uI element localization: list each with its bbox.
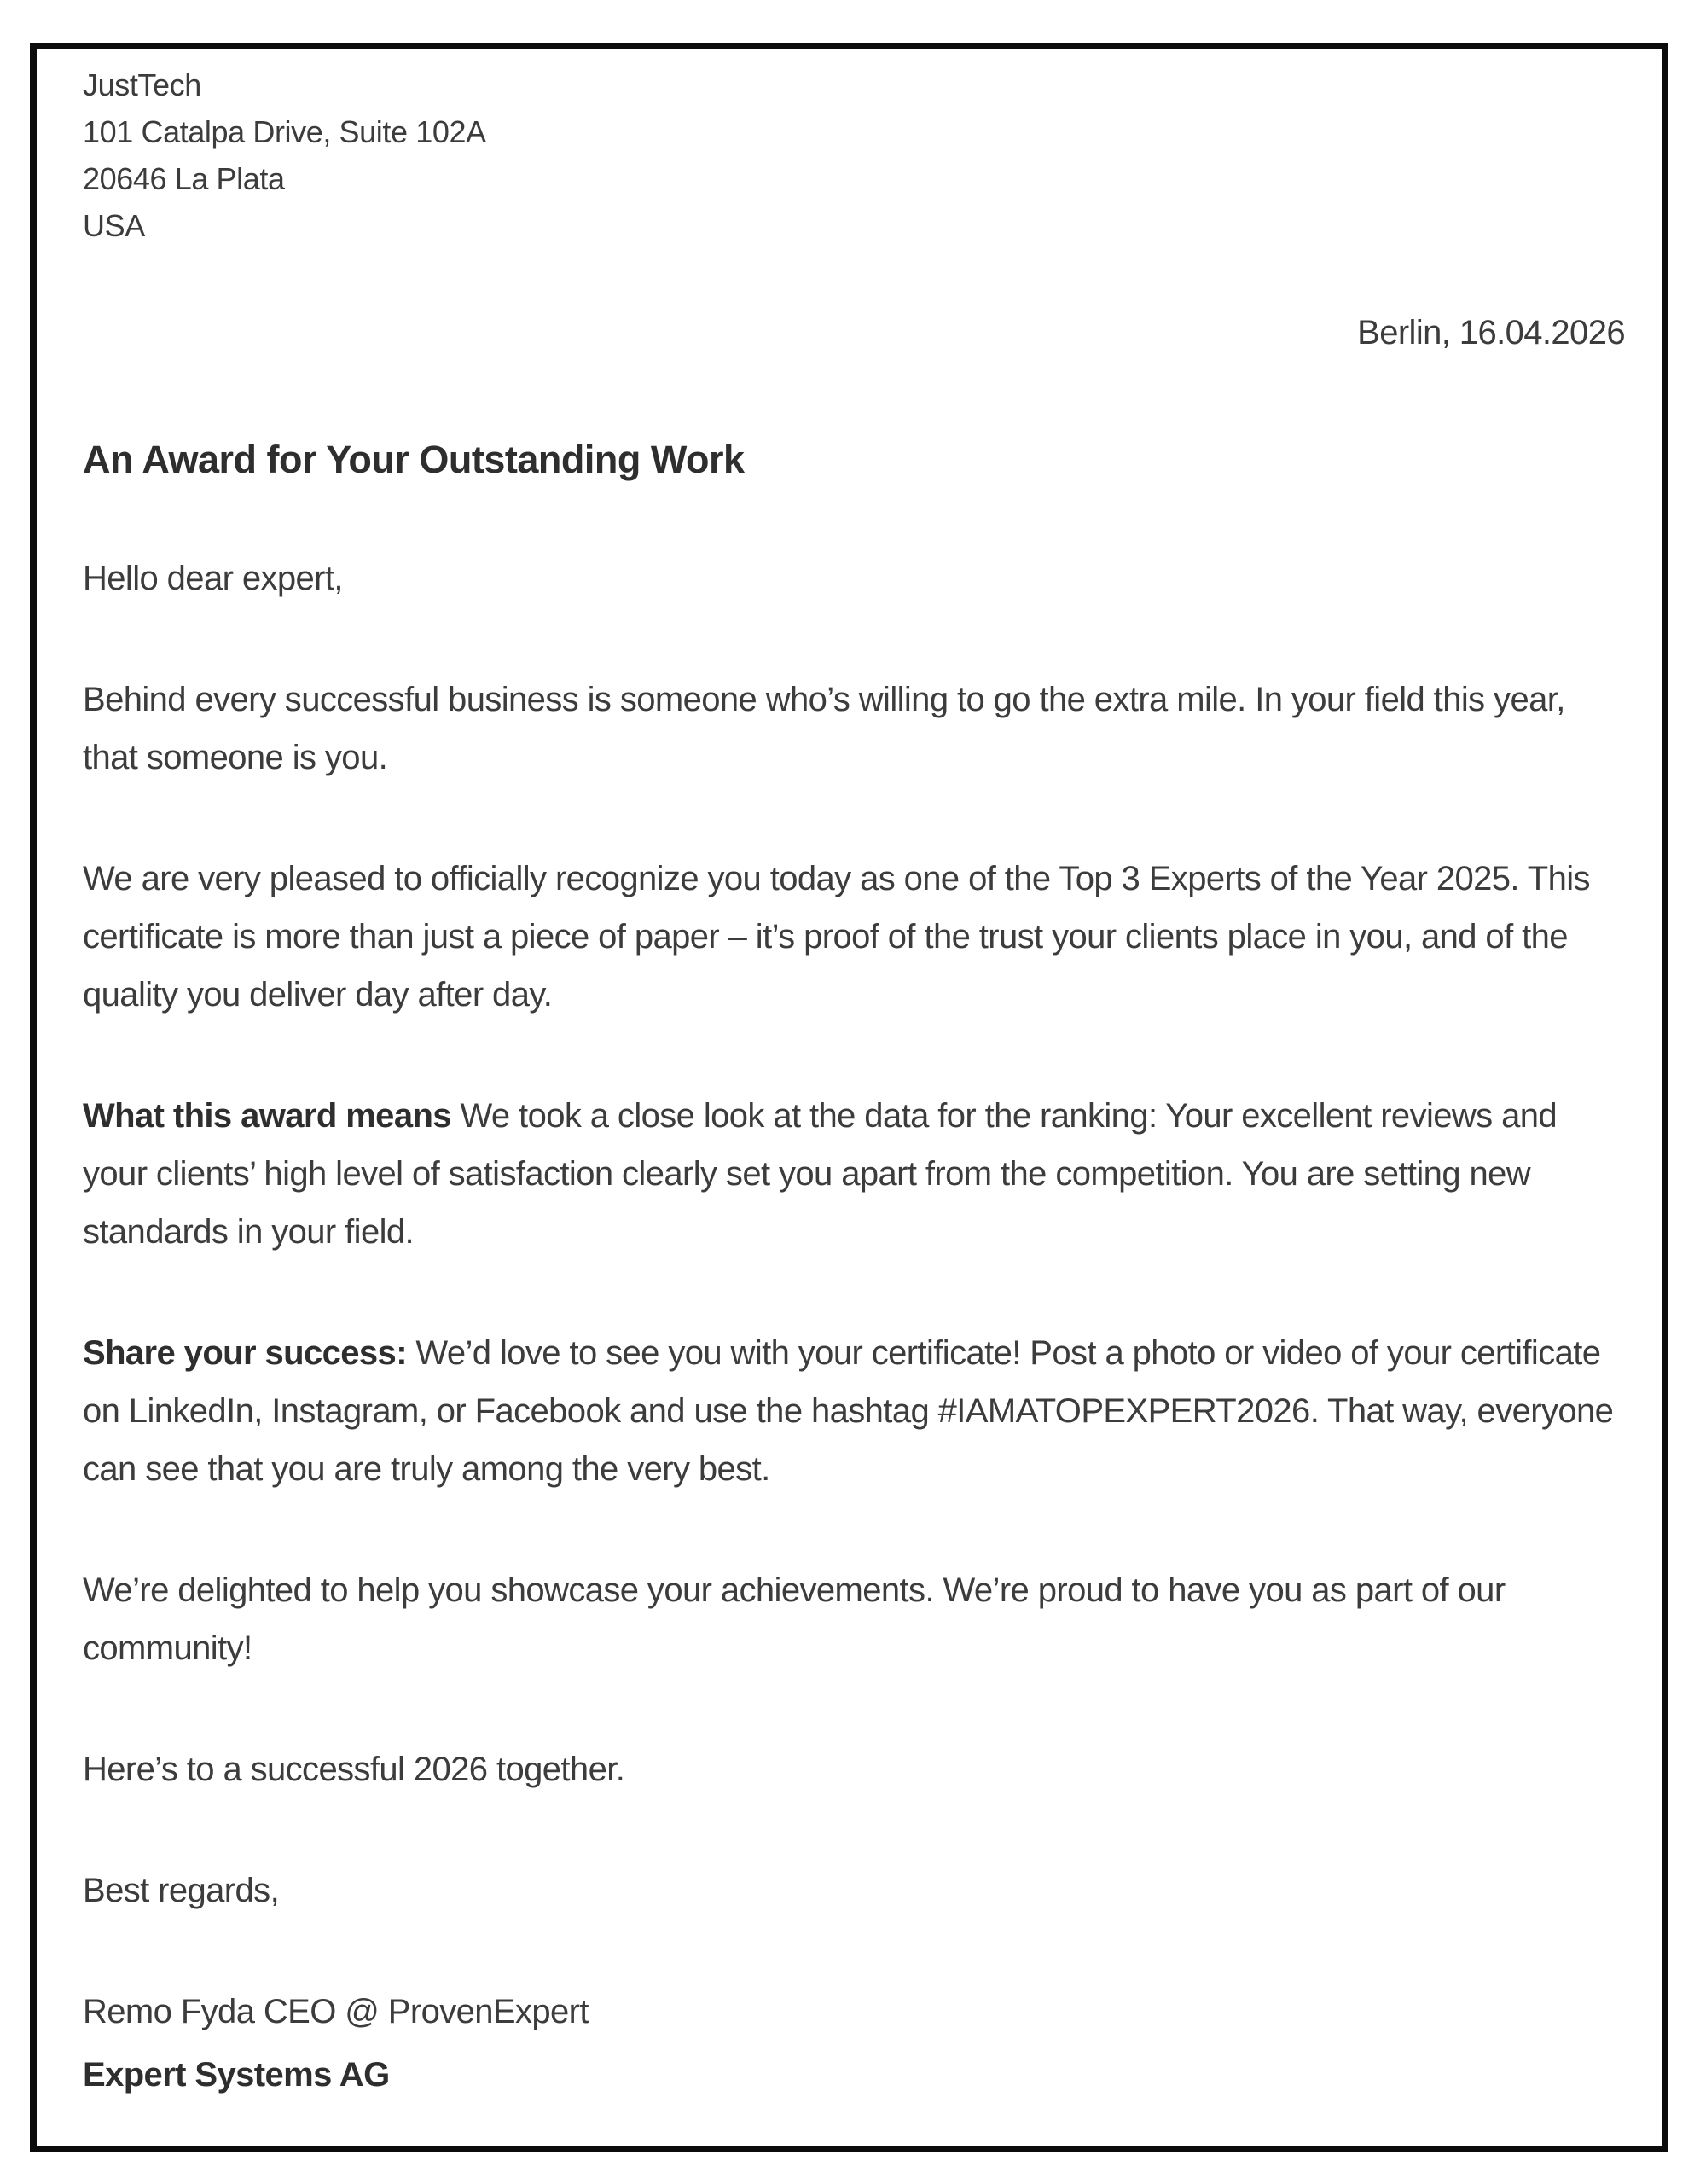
body-paragraph [83, 1561, 1625, 1677]
paragraph-lead: What this award means [83, 1097, 451, 1135]
dateline: Berlin, 16.04.2026 [1357, 314, 1625, 351]
signature-company: Expert Systems AG [83, 2056, 390, 2094]
paragraph-text: We’re delighted to help you showcase your achievements. We’re proud to have you as part of our community! [83, 1571, 1506, 1667]
letter-frame [30, 43, 1668, 2152]
closing: Best regards, [83, 1872, 280, 1909]
subject-line: An Award for Your Outstanding Work [83, 438, 745, 481]
paragraph-text: We took a close look at the data for the ranking: Your excellent reviews and your clients’ high level of satisfaction clearly set you apart from the competition. You are setting new standards in your field. [83, 1097, 1558, 1251]
paragraph-lead: Share your success: [83, 1334, 407, 1372]
sender-country: USA [83, 208, 145, 243]
paragraph-text: Behind every successful business is someone who’s willing to go the extra mile. In your field this year, that someone is you. [83, 681, 1565, 776]
body-paragraph [83, 1087, 1625, 1261]
sender-company: JustTech [83, 67, 201, 102]
body-paragraph [83, 1324, 1625, 1498]
body-paragraph [83, 850, 1625, 1024]
signature-name: Remo Fyda CEO @ ProvenExpert [83, 1993, 589, 2030]
salutation: Hello dear expert, [83, 560, 343, 597]
body-paragraph [83, 1740, 1625, 1798]
paragraph-text: We’d love to see you with your certificate! Post a photo or video of your certificate on LinkedIn, Instagram, or Facebook and use the hashtag #IAMATOPEXPERT2026. That way, everyone can see that you are truly among the very best. [83, 1334, 1614, 1488]
sender-city: 20646 La Plata [83, 161, 285, 196]
paragraph-text: We are very pleased to officially recognize you today as one of the Top 3 Experts of the Year 2025. This certificate is more than just a piece of paper – it’s proof of the trust your clients place in you, and of the quality you deliver day after day. [83, 860, 1590, 1014]
paragraph-text: Here’s to a successful 2026 together. [83, 1751, 625, 1788]
sender-address-block [83, 61, 1625, 249]
body-paragraph [83, 671, 1625, 787]
sender-street: 101 Catalpa Drive, Suite 102A [83, 114, 486, 149]
